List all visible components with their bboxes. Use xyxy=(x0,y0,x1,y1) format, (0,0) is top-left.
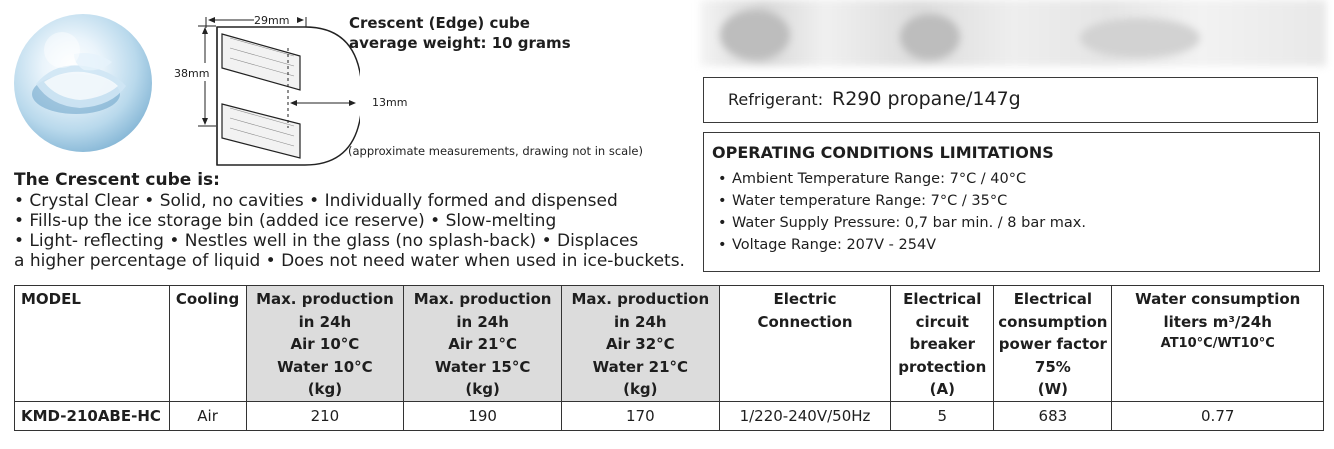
cell-breaker: 5 xyxy=(891,402,994,431)
cell-production-2: 190 xyxy=(404,402,562,431)
cube-title-line1: Crescent (Edge) cube xyxy=(349,14,530,32)
header-cooling: Cooling xyxy=(169,286,246,402)
approx-note: (approximate measurements, drawing not in scale) xyxy=(348,144,643,158)
header-production-1: Max. production in 24h Air 10°C Water 10°C (kg) xyxy=(246,286,404,402)
cell-production-1: 210 xyxy=(246,402,404,431)
header-water-consumption: Water consumption liters m³/24h AT10°C/WT10°C xyxy=(1112,286,1324,402)
crescent-line: a higher percentage of liquid • Does not need water when used in ice-buckets. xyxy=(14,251,685,271)
operating-item-text: Water Supply Pressure: 0,7 bar min. / 8 bar max. xyxy=(732,215,1086,231)
cube-dimension-diagram xyxy=(160,8,360,173)
operating-item xyxy=(718,193,1007,209)
bullet-icon: • xyxy=(718,215,727,231)
cell-electric-connection: 1/220-240V/50Hz xyxy=(719,402,891,431)
crescent-line: • Fills-up the ice storage bin (added ice reserve) • Slow-melting xyxy=(14,211,557,231)
header-electric-connection: Electric Connection xyxy=(719,286,891,402)
operating-item-text: Voltage Range: 207V - 254V xyxy=(732,237,937,253)
table-header-row xyxy=(15,286,1324,402)
operating-item xyxy=(718,215,1086,231)
cube-title-line2: average weight: 10 grams xyxy=(349,34,571,52)
operating-title: OPERATING CONDITIONS LIMITATIONS xyxy=(712,143,1054,162)
blurred-region xyxy=(700,0,1326,66)
table-row xyxy=(15,402,1324,431)
header-production-3: Max. production in 24h Air 32°C Water 21°C (kg) xyxy=(561,286,719,402)
dim-depth-label: 13mm xyxy=(372,96,408,109)
dim-height-label: 38mm xyxy=(174,67,210,80)
cell-cooling: Air xyxy=(169,402,246,431)
cell-production-3: 170 xyxy=(561,402,719,431)
cell-power: 683 xyxy=(994,402,1112,431)
cell-water-consumption: 0.77 xyxy=(1112,402,1324,431)
spec-table xyxy=(14,285,1324,431)
cube-title xyxy=(349,13,571,53)
refrigerant-box xyxy=(703,77,1318,123)
operating-item-text: Ambient Temperature Range: 7°C / 40°C xyxy=(732,171,1027,187)
header-production-2: Max. production in 24h Air 21°C Water 15°C (kg) xyxy=(404,286,562,402)
bullet-icon: • xyxy=(718,193,727,209)
cell-model: KMD-210ABE-HC xyxy=(15,402,170,431)
header-breaker: Electrical circuit breaker protection (A) xyxy=(891,286,994,402)
crescent-line: • Light- reflecting • Nestles well in the glass (no splash-back) • Displaces xyxy=(14,231,639,251)
dim-width-label: 29mm xyxy=(254,14,290,27)
ice-cube-photo xyxy=(14,14,152,152)
refrigerant-label: Refrigerant: xyxy=(728,90,824,109)
header-model: MODEL xyxy=(15,286,170,402)
operating-item xyxy=(718,171,1026,187)
bullet-icon: • xyxy=(718,171,727,187)
bullet-icon: • xyxy=(718,237,727,253)
crescent-title: The Crescent cube is: xyxy=(14,170,220,190)
crescent-line: • Crystal Clear • Solid, no cavities • Individually formed and dispensed xyxy=(14,191,618,211)
operating-item-text: Water temperature Range: 7°C / 35°C xyxy=(732,193,1008,209)
operating-item xyxy=(718,237,936,253)
operating-conditions-box xyxy=(703,132,1320,272)
header-power: Electrical consumption power factor 75% (W) xyxy=(994,286,1112,402)
refrigerant-value: R290 propane/147g xyxy=(832,88,1021,110)
